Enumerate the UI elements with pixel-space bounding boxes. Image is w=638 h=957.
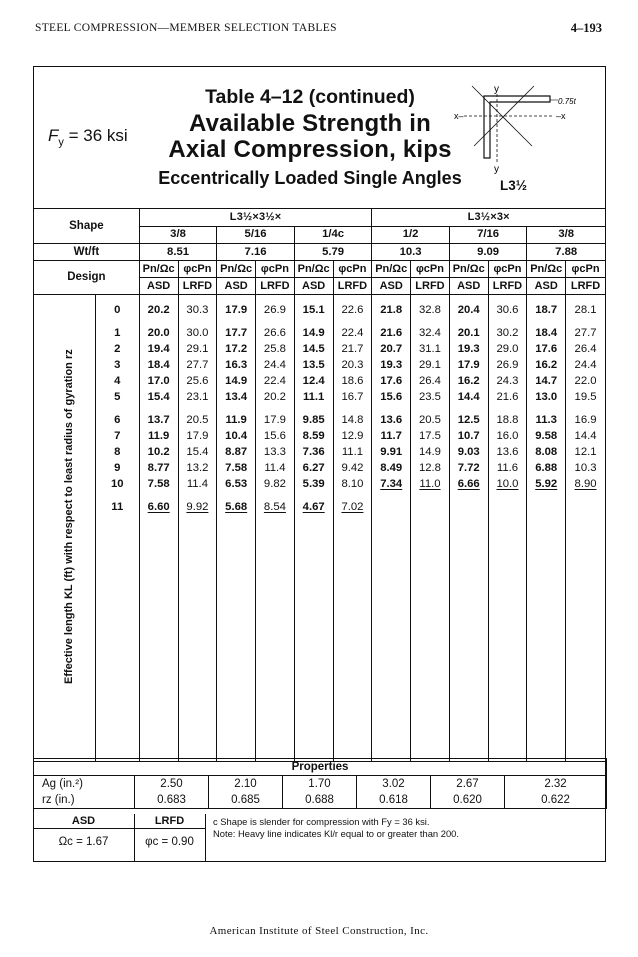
table-cell: 13.0 xyxy=(527,389,566,405)
table-row xyxy=(34,492,606,515)
table-cell: 17.9 xyxy=(217,295,256,319)
table-cell: 25.8 xyxy=(256,341,295,357)
ag-5: 2.67 xyxy=(431,776,505,793)
table-cell: 8.08 xyxy=(527,444,566,460)
design-symbol-8: φcPn xyxy=(411,261,450,278)
table-cell: 29.0 xyxy=(488,341,527,357)
table-cell: 21.7 xyxy=(333,341,372,357)
kl-value: 4 xyxy=(95,373,139,389)
thickness-6: 3/8 xyxy=(527,226,606,244)
table-cell: 26.4 xyxy=(411,373,450,389)
table-cell: 15.4 xyxy=(178,444,217,460)
rz-1: 0.683 xyxy=(135,792,209,809)
table-cell: 9.82 xyxy=(256,476,295,492)
table-cell: 18.4 xyxy=(139,357,178,373)
table-cell: 20.2 xyxy=(256,389,295,405)
table-cell: 16.2 xyxy=(449,373,488,389)
table-cell: 6.88 xyxy=(527,460,566,476)
table-cell: 12.4 xyxy=(294,373,333,389)
page-number: 4–193 xyxy=(570,21,602,35)
table-filler-row xyxy=(34,515,606,762)
kl-value: 11 xyxy=(95,492,139,515)
design-symbol-5: Pn/Ωc xyxy=(294,261,333,278)
table-cell: 31.1 xyxy=(411,341,450,357)
table-cell: 9.92 xyxy=(178,492,217,515)
wt-label: Wt/ft xyxy=(34,244,140,261)
table-cell: 9.85 xyxy=(294,405,333,428)
table-cell: 20.5 xyxy=(411,405,450,428)
table-cell xyxy=(488,492,527,515)
table-cell: 10.2 xyxy=(139,444,178,460)
properties-table xyxy=(33,758,607,809)
table-cell: 8.54 xyxy=(256,492,295,515)
table-cell: 20.1 xyxy=(449,318,488,341)
table-cell: 14.4 xyxy=(566,428,606,444)
table-cell: 30.3 xyxy=(178,295,217,319)
thickness-5: 7/16 xyxy=(449,226,527,244)
table-cell: 17.6 xyxy=(372,373,411,389)
ag-1: 2.50 xyxy=(135,776,209,793)
table-cell: 12.5 xyxy=(449,405,488,428)
table-cell: 10.7 xyxy=(449,428,488,444)
kl-value: 1 xyxy=(95,318,139,341)
design-method-2: LRFD xyxy=(178,278,217,295)
table-cell: 11.7 xyxy=(372,428,411,444)
table-cell: 13.3 xyxy=(256,444,295,460)
kl-value: 7 xyxy=(95,428,139,444)
kl-value: 0 xyxy=(95,295,139,319)
weight-row xyxy=(34,244,606,261)
publisher-footer: American Institute of Steel Construction, Inc. xyxy=(209,925,429,937)
table-cell: 21.6 xyxy=(488,389,527,405)
table-cell: 24.4 xyxy=(256,357,295,373)
table-cell: 17.0 xyxy=(139,373,178,389)
design-symbol-11: Pn/Ωc xyxy=(527,261,566,278)
weight-4: 10.3 xyxy=(372,244,450,261)
table-row xyxy=(34,460,606,476)
table-cell: 26.9 xyxy=(256,295,295,319)
table-cell xyxy=(566,492,606,515)
table-cell: 26.9 xyxy=(488,357,527,373)
table-cell: 20.3 xyxy=(333,357,372,373)
table-cell: 15.6 xyxy=(256,428,295,444)
table-cell: 17.9 xyxy=(178,428,217,444)
table-cell xyxy=(527,492,566,515)
table-number: Table 4–12 (continued) xyxy=(205,86,415,108)
rz-4: 0.618 xyxy=(357,792,431,809)
table-cell: 13.4 xyxy=(217,389,256,405)
table-cell: 19.5 xyxy=(566,389,606,405)
table-cell: 10.0 xyxy=(488,476,527,492)
design-symbol-7: Pn/Ωc xyxy=(372,261,411,278)
table-cell: 7.58 xyxy=(217,460,256,476)
table-cell: 9.42 xyxy=(333,460,372,476)
table-row xyxy=(34,389,606,405)
shape-group-row xyxy=(34,209,606,227)
table-cell: 21.6 xyxy=(372,318,411,341)
table-cell: 20.0 xyxy=(139,318,178,341)
table-title-line2: Axial Compression, kips xyxy=(168,136,452,163)
table-cell: 14.9 xyxy=(217,373,256,389)
design-method-5: ASD xyxy=(294,278,333,295)
table-cell: 19.4 xyxy=(139,341,178,357)
design-symbol-9: Pn/Ωc xyxy=(449,261,488,278)
table-cell xyxy=(372,492,411,515)
table-cell: 14.7 xyxy=(527,373,566,389)
table-row xyxy=(34,444,606,460)
table-cell: 18.4 xyxy=(527,318,566,341)
footer-asd: ASD xyxy=(33,814,135,829)
table-cell: 8.87 xyxy=(217,444,256,460)
table-cell: 30.0 xyxy=(178,318,217,341)
table-cell: 8.59 xyxy=(294,428,333,444)
table-cell: 16.9 xyxy=(566,405,606,428)
table-cell: 8.10 xyxy=(333,476,372,492)
ag-2: 2.10 xyxy=(209,776,283,793)
table-cell: 14.4 xyxy=(449,389,488,405)
kl-value: 3 xyxy=(95,357,139,373)
design-footer xyxy=(33,814,606,862)
table-cell: 7.58 xyxy=(139,476,178,492)
table-cell: 20.7 xyxy=(372,341,411,357)
kl-axis-label: Effective length KL (ft) with respect to least radius of gyration rz xyxy=(63,349,75,684)
design-symbol-3: Pn/Ωc xyxy=(217,261,256,278)
design-method-8: LRFD xyxy=(411,278,450,295)
design-symbol-2: φcPn xyxy=(178,261,217,278)
table-cell: 5.92 xyxy=(527,476,566,492)
table-cell: 32.4 xyxy=(411,318,450,341)
table-cell: 12.9 xyxy=(333,428,372,444)
table-row xyxy=(34,295,606,319)
table-cell: 8.90 xyxy=(566,476,606,492)
rz-label: rz (in.) xyxy=(34,792,135,809)
table-cell: 15.1 xyxy=(294,295,333,319)
table-cell: 9.03 xyxy=(449,444,488,460)
design-symbol-12: φcPn xyxy=(566,261,606,278)
phi-value: φc = 0.90 xyxy=(145,836,194,848)
table-cell: 21.8 xyxy=(372,295,411,319)
design-method-7: ASD xyxy=(372,278,411,295)
table-row xyxy=(34,476,606,492)
table-row xyxy=(34,405,606,428)
y-axis-label-bottom: y xyxy=(494,164,499,174)
table-cell: 13.5 xyxy=(294,357,333,373)
table-cell: 11.4 xyxy=(256,460,295,476)
note-slender: c Shape is slender for compression with Fy = 36 ksi. xyxy=(213,816,430,827)
rz-5: 0.620 xyxy=(431,792,505,809)
design-method-10: LRFD xyxy=(488,278,527,295)
table-cell: 8.49 xyxy=(372,460,411,476)
dimension-label: 0.75t xyxy=(558,97,576,106)
group-header-1: L3½×3½× xyxy=(139,209,372,227)
footer-lrfd: LRFD xyxy=(134,814,205,829)
weight-3: 5.79 xyxy=(294,244,372,261)
design-label: Design xyxy=(34,261,140,295)
table-cell: 24.4 xyxy=(566,357,606,373)
ag-6: 2.32 xyxy=(505,776,607,793)
rz-3: 0.688 xyxy=(283,792,357,809)
table-cell: 20.4 xyxy=(449,295,488,319)
table-cell: 25.6 xyxy=(178,373,217,389)
kl-value: 10 xyxy=(95,476,139,492)
table-cell: 4.67 xyxy=(294,492,333,515)
table-cell: 14.9 xyxy=(411,444,450,460)
table-cell: 7.34 xyxy=(372,476,411,492)
table-cell xyxy=(449,492,488,515)
table-cell: 10.4 xyxy=(217,428,256,444)
table-cell: 6.60 xyxy=(139,492,178,515)
table-cell: 16.2 xyxy=(527,357,566,373)
shape-tag: L3½ xyxy=(500,178,528,193)
rz-6: 0.622 xyxy=(505,792,607,809)
kl-value: 2 xyxy=(95,341,139,357)
table-cell: 11.9 xyxy=(139,428,178,444)
table-cell xyxy=(411,492,450,515)
table-cell: 18.7 xyxy=(527,295,566,319)
table-cell: 15.6 xyxy=(372,389,411,405)
table-cell: 17.9 xyxy=(449,357,488,373)
table-cell: 27.7 xyxy=(178,357,217,373)
table-cell: 11.9 xyxy=(217,405,256,428)
design-method-1: ASD xyxy=(139,278,178,295)
table-cell: 30.6 xyxy=(488,295,527,319)
table-cell: 7.02 xyxy=(333,492,372,515)
table-cell: 16.7 xyxy=(333,389,372,405)
table-cell: 13.2 xyxy=(178,460,217,476)
table-notes xyxy=(213,816,459,840)
table-cell: 11.4 xyxy=(178,476,217,492)
angle-section-icon xyxy=(454,82,582,174)
kl-value: 8 xyxy=(95,444,139,460)
table-cell: 8.77 xyxy=(139,460,178,476)
table-cell: 17.7 xyxy=(217,318,256,341)
table-cell: 20.2 xyxy=(139,295,178,319)
rz-2: 0.685 xyxy=(209,792,283,809)
table-cell: 26.6 xyxy=(256,318,295,341)
table-row xyxy=(34,318,606,341)
table-cell: 19.3 xyxy=(372,357,411,373)
kl-value: 6 xyxy=(95,405,139,428)
table-row xyxy=(34,428,606,444)
table-cell: 22.0 xyxy=(566,373,606,389)
table-cell: 12.1 xyxy=(566,444,606,460)
table-cell: 22.4 xyxy=(333,318,372,341)
kl-value: 9 xyxy=(95,460,139,476)
table-cell: 15.4 xyxy=(139,389,178,405)
thickness-3: 1/4c xyxy=(294,226,372,244)
omega-value: Ωc = 1.67 xyxy=(58,836,109,848)
yield-stress-label: $F_y = 36$ ksi xyxy=(48,126,128,149)
kl-value: 5 xyxy=(95,389,139,405)
table-cell: 17.6 xyxy=(527,341,566,357)
thickness-4: 1/2 xyxy=(372,226,450,244)
design-method-11: ASD xyxy=(527,278,566,295)
table-cell: 14.9 xyxy=(294,318,333,341)
table-cell: 11.3 xyxy=(527,405,566,428)
properties-title: Properties xyxy=(34,759,607,776)
table-cell: 14.8 xyxy=(333,405,372,428)
table-cell: 24.3 xyxy=(488,373,527,389)
table-cell: 17.5 xyxy=(411,428,450,444)
table-cell: 18.8 xyxy=(488,405,527,428)
table-cell: 11.1 xyxy=(333,444,372,460)
table-cell: 22.4 xyxy=(256,373,295,389)
running-head-title: STEEL COMPRESSION—MEMBER SELECTION TABLES xyxy=(35,22,337,34)
weight-1: 8.51 xyxy=(139,244,217,261)
ag-4: 3.02 xyxy=(357,776,431,793)
table-cell: 22.6 xyxy=(333,295,372,319)
design-method-12: LRFD xyxy=(566,278,606,295)
table-cell: 23.1 xyxy=(178,389,217,405)
table-cell: 11.1 xyxy=(294,389,333,405)
x-axis-label-left: x– xyxy=(454,111,464,121)
table-cell: 13.6 xyxy=(372,405,411,428)
table-cell: 6.53 xyxy=(217,476,256,492)
design-symbol-1: Pn/Ωc xyxy=(139,261,178,278)
y-axis-label-top: y xyxy=(494,84,499,95)
table-cell: 11.6 xyxy=(488,460,527,476)
table-cell: 30.2 xyxy=(488,318,527,341)
design-method-9: ASD xyxy=(449,278,488,295)
weight-5: 9.09 xyxy=(449,244,527,261)
table-cell: 23.5 xyxy=(411,389,450,405)
thickness-1: 3/8 xyxy=(139,226,217,244)
table-cell: 29.1 xyxy=(178,341,217,357)
table-cell: 5.39 xyxy=(294,476,333,492)
table-cell: 7.36 xyxy=(294,444,333,460)
table-cell: 18.6 xyxy=(333,373,372,389)
table-cell: 13.6 xyxy=(488,444,527,460)
table-cell: 6.66 xyxy=(449,476,488,492)
table-cell: 28.1 xyxy=(566,295,606,319)
ag-3: 1.70 xyxy=(283,776,357,793)
table-cell: 27.7 xyxy=(566,318,606,341)
table-row xyxy=(34,341,606,357)
table-cell: 29.1 xyxy=(411,357,450,373)
design-symbol-4: φcPn xyxy=(256,261,295,278)
table-title-line1: Available Strength in xyxy=(188,110,432,137)
table-cell: 9.91 xyxy=(372,444,411,460)
table-cell: 12.8 xyxy=(411,460,450,476)
table-cell: 16.3 xyxy=(217,357,256,373)
note-heavy-line: Note: Heavy line indicates Kl/r equal to or greater than 200. xyxy=(213,828,459,839)
design-method-6: LRFD xyxy=(333,278,372,295)
table-cell: 5.68 xyxy=(217,492,256,515)
design-symbol-row xyxy=(34,261,606,278)
table-row xyxy=(34,357,606,373)
table-cell: 9.58 xyxy=(527,428,566,444)
table-cell: 11.0 xyxy=(411,476,450,492)
table-cell: 16.0 xyxy=(488,428,527,444)
table-cell: 20.5 xyxy=(178,405,217,428)
table-cell: 32.8 xyxy=(411,295,450,319)
strength-table xyxy=(33,208,606,762)
table-cell: 7.72 xyxy=(449,460,488,476)
table-cell: 13.7 xyxy=(139,405,178,428)
design-method-3: ASD xyxy=(217,278,256,295)
x-axis-label-right: –x xyxy=(556,111,566,121)
group-header-2: L3½×3× xyxy=(372,209,606,227)
weight-2: 7.16 xyxy=(217,244,295,261)
table-cell: 17.2 xyxy=(217,341,256,357)
weight-6: 7.88 xyxy=(527,244,606,261)
design-symbol-6: φcPn xyxy=(333,261,372,278)
table-subtitle: Eccentrically Loaded Single Angles xyxy=(158,168,462,188)
table-cell: 14.5 xyxy=(294,341,333,357)
table-cell: 19.3 xyxy=(449,341,488,357)
thickness-2: 5/16 xyxy=(217,226,295,244)
design-symbol-10: φcPn xyxy=(488,261,527,278)
design-method-4: LRFD xyxy=(256,278,295,295)
table-row xyxy=(34,373,606,389)
shape-label: Shape xyxy=(34,209,140,244)
table-cell: 17.9 xyxy=(256,405,295,428)
table-cell: 6.27 xyxy=(294,460,333,476)
ag-label: Ag (in.²) xyxy=(34,776,135,793)
table-cell: 26.4 xyxy=(566,341,606,357)
table-cell: 10.3 xyxy=(566,460,606,476)
